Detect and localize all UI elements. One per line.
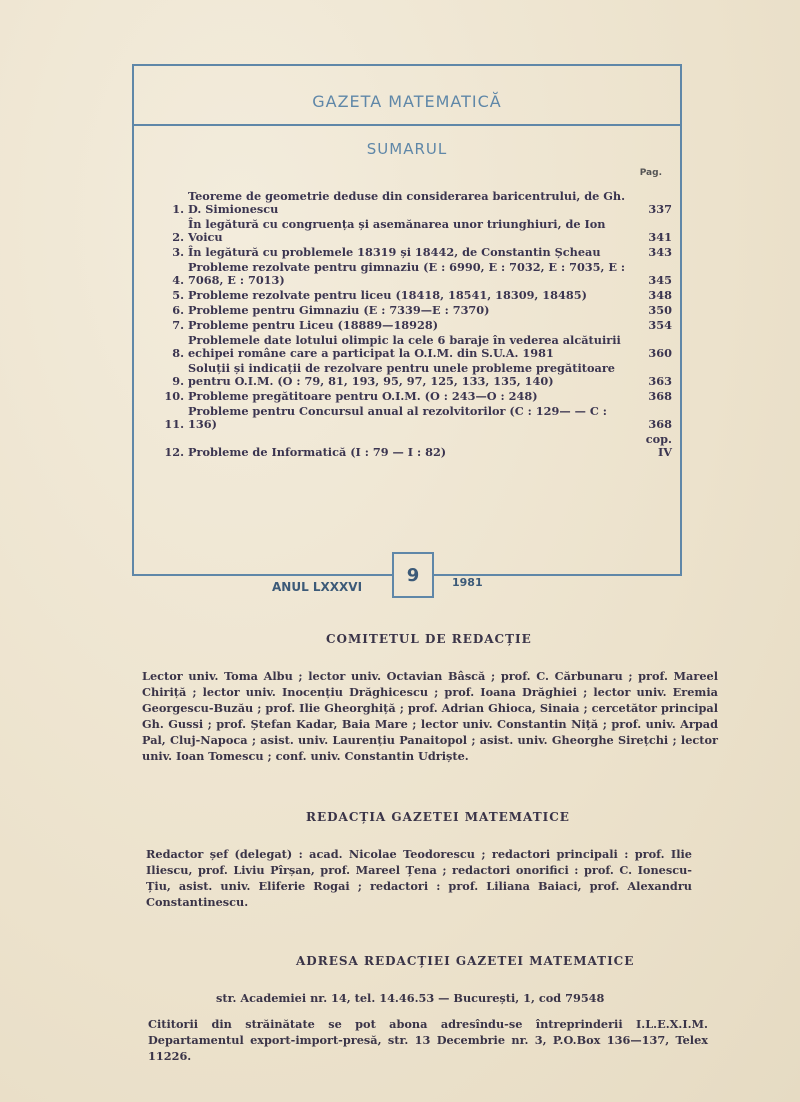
toc-item [162, 261, 672, 287]
toc-item-number: 6. [172, 303, 184, 317]
toc-item-page: 350 [648, 303, 672, 317]
address-title: ADRESA REDACȚIEI GAZETEI MATEMATICE [296, 954, 635, 968]
toc-item-title: Probleme pentru Gimnaziu (E : 7339—E : 7370) [188, 303, 490, 317]
magazine-title: GAZETA MATEMATICĂ [312, 91, 502, 111]
toc-item [162, 390, 672, 403]
toc-item-number: 1. [172, 202, 184, 216]
toc-item [162, 190, 672, 216]
toc-item-number: 12. [164, 445, 184, 459]
toc-item-title: Probleme rezolvate pentru liceu (18418, 18541, 18309, 18485) [188, 288, 587, 302]
toc-item-page: 360 [648, 346, 672, 360]
toc-item-page: 368 [648, 389, 672, 403]
toc-item-title: Probleme rezolvate pentru gimnaziu (E : 6990, E : 7032, E : 7035, E : 7068, E : 7013) [188, 260, 626, 287]
year-label: ANUL LXXXVI [272, 580, 363, 594]
frame-header [134, 66, 680, 126]
toc-item-number: 3. [172, 245, 184, 259]
editorial-title: REDACȚIA GAZETEI MATEMATICE [306, 810, 570, 824]
toc-item-title: Teoreme de geometrie deduse din considerarea baricentrului, de Gh. D. Simionescu [188, 189, 626, 216]
toc-item-title: Probleme pentru Liceu (18889—18928) [188, 318, 439, 332]
address-line-2: Cititorii din străinătate se pot abona adresîndu-se întreprinderii I.L.E.X.I.M. Departamentul export-import-presă, str. 13 Decembrie nr. 3, P.O.Box 136—137, Telex 11226. [148, 1017, 708, 1063]
toc-item [162, 433, 672, 459]
toc-item [162, 218, 672, 244]
page-column-label: Pag. [639, 168, 662, 178]
toc-item-number: 7. [172, 318, 184, 332]
toc-item [162, 246, 672, 259]
toc-item-page: 363 [648, 374, 672, 388]
toc-item-title: Probleme pregătitoare pentru O.I.M. (O : 243—O : 248) [188, 389, 538, 403]
toc-item-number: 9. [172, 374, 184, 388]
toc-item-title: În legătură cu congruența și asemănarea unor triunghiuri, de Ion Voicu [188, 217, 606, 244]
toc-item-number: 4. [172, 273, 184, 287]
address-line-1: str. Academiei nr. 14, tel. 14.46.53 — București, 1, cod 79548 [216, 991, 605, 1005]
toc-item [162, 304, 672, 317]
toc-item-title: În legătură cu problemele 18319 și 18442, de Constantin Șcheau [188, 245, 601, 259]
toc-item-number: 8. [172, 346, 184, 360]
toc-item-number: 11. [164, 417, 184, 431]
table-of-contents [162, 190, 672, 461]
toc-item-title: Problemele date lotului olimpic la cele 6 baraje în vederea alcătuirii echipei române care a participat la O.I.M. din S.U.A. 1981 [188, 333, 621, 360]
toc-item [162, 405, 672, 431]
toc-item [162, 362, 672, 388]
committee-text: Lector univ. Toma Albu ; lector univ. Octavian Bâscă ; prof. C. Cărbunaru ; prof. Mareel Chiriță ; lector univ. Inocențiu Drăghicescu ; prof. Ioana Drăghiei ; lector univ. Eremia Georgescu-Buzău ; prof. Ilie Gheorghiță ; prof. Adrian Ghioca, Sinaia ; cercetător principal Gh. Gussi ; prof. Ștefan Kadar, Baia Mare ; lector univ. Constantin Niță ; prof. univ. Arpad Pal, Cluj-Napoca ; asist. univ. Laurențiu Panaitopol ; asist. univ. Gheorghe Sirețchi ; lector univ. Ioan Tomescu ; conf. univ. Constantin Udriște. [142, 669, 718, 763]
toc-item-number: 10. [164, 389, 184, 403]
toc-item [162, 289, 672, 302]
toc-item-title: Probleme pentru Concursul anual al rezolvitorilor (C : 129— — C : 136) [188, 404, 607, 431]
toc-item-title: Probleme de Informatică (I : 79 — I : 82) [188, 445, 447, 459]
toc-item-page: 348 [648, 288, 672, 302]
toc-item-page: 345 [648, 273, 672, 287]
toc-item-number: 5. [172, 288, 184, 302]
toc-item [162, 319, 672, 332]
toc-item-title: Soluții și indicații de rezolvare pentru unele probleme pregătitoare pentru O.I.M. (O : 79, 81, 193, 95, 97, 125, 133, 135, 140) [188, 361, 615, 388]
summary-title: SUMARUL [366, 140, 448, 158]
toc-item-page: 337 [648, 202, 672, 216]
toc-item-page: 343 [648, 245, 672, 259]
toc-item-page: 354 [648, 318, 672, 332]
summary-frame [132, 64, 682, 576]
toc-item [162, 334, 672, 360]
editorial-text: Redactor șef (delegat) : acad. Nicolae Teodorescu ; redactori principali : prof. Ilie Iliescu, prof. Liviu Pîrșan, prof. Mareel Țena ; redactori onorifici : prof. C. Ionescu-Țiu, asist. univ. Eliferie Rogai ; redactori : prof. Liliana Baiaci, prof. Alexandru Constantinescu. [146, 847, 692, 909]
toc-item-page: cop. IV [645, 432, 672, 459]
committee-title: COMITETUL DE REDACȚIE [326, 632, 532, 646]
issue-year: 1981 [452, 576, 483, 589]
toc-item-page: 341 [648, 230, 672, 244]
toc-item-number: 2. [172, 230, 184, 244]
toc-item-page: 368 [648, 417, 672, 431]
issue-number: 9 [392, 552, 434, 598]
